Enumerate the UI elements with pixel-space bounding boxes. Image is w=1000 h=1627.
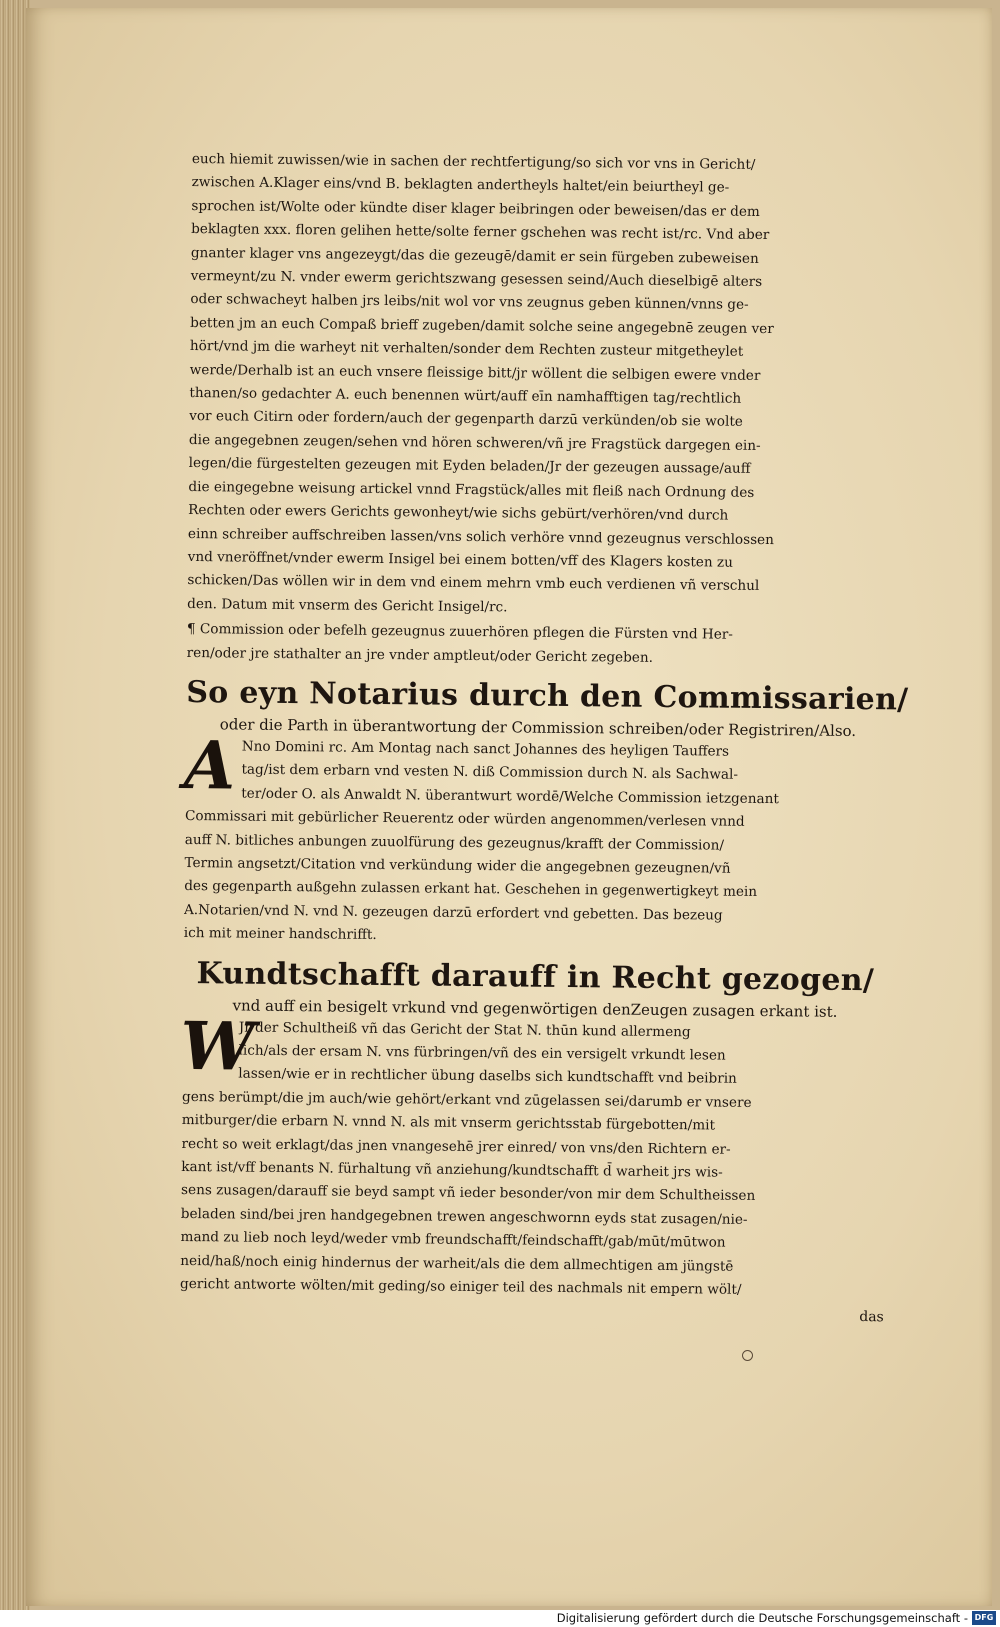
text-line: Zeugen zusagen erkant ist.: [630, 1000, 838, 1021]
text-line: euch hiemit zuwissen/wie in sachen der rechtfertigung/so sich vor vns in Gericht/: [191, 150, 756, 173]
text-line: ¶ Commission oder befelh gezeugnus zuuerhören pflegen die Fürsten vnd Her-: [186, 621, 733, 643]
text-line: ter/oder O. als Anwaldt N. überantwurt wordē/Welche Commission ietzgenant: [241, 785, 779, 807]
text-line: vor euch Citirn oder fordern/auch der gegenparth darzū verkünden/ob sie wolte: [189, 408, 743, 431]
text-line: einn schreiber auffschreiben lassen/vns solich verhöre vnnd gezeugnus verschlossen: [187, 525, 774, 548]
text-line: oder schwacheyt halben jrs leibs/nit wol vor vns zeugnus geben künnen/vnns ge-: [190, 291, 749, 314]
text-line: die eingegebne weisung artickel vnnd Fragstück/alles mit fleiß nach Ordnung des: [188, 478, 755, 501]
text-line: betten jm an euch Compaß brieff zugeben/damit solche seine angegebnē zeugen ver: [190, 314, 774, 337]
text-line: neid/haß/noch einig hindernus der warheit/als die dem allmechtigen am jüngstē: [180, 1252, 734, 1275]
paragraph-letter: [187, 148, 896, 623]
text-line: Jr der Schultheiß vñ das Gericht der Stat N. thūn kund allermeng: [238, 1019, 691, 1040]
text-line: vnd vneröffnet/vnder ewerm Insigel bei einem botten/vff des Klagers kosten zu: [187, 548, 733, 571]
text-line: zwischen A.Klager eins/vnd B. beklagten andertheyls haltet/ein beiurtheyl ge-: [191, 174, 730, 197]
text-line: gens berümpt/die jm auch/wie gehört/erkant vnd zūgelassen sei/darumb er vnsere: [181, 1088, 752, 1111]
text-line: sprochen ist/Wolte oder kündte diser klager beibringen oder beweisen/das er dem: [191, 197, 760, 220]
text-line: hört/vnd jm die warheyt nit verhalten/sonder dem Rechten zusteur mitgetheylet: [189, 338, 744, 361]
text-line: sens zusagen/darauff sie beyd sampt vñ ieder besonder/von mir dem Schultheissen: [181, 1182, 756, 1205]
text-line: ben/oder Registriren/Also.: [655, 719, 857, 740]
text-line: vnd auff ein besigelt vrkund vnd gegenwörtigen den: [232, 996, 631, 1019]
text-line: recht so weit erklagt/das jnen vnangesehē jrer einred/ von vns/den Richtern er-: [181, 1135, 731, 1158]
digitization-footer: [0, 1610, 1000, 1627]
heading-kundtschafft: Kundtschafft darauff in Recht gezogen/: [196, 955, 875, 998]
text-line: des gegenparth außgehn zulassen erkant hat. Geschehen in gegenwertigkeyt mein: [184, 878, 758, 901]
text-line: auff N. bitliches anbungen zuuolfürung des gezeugnus/krafft der Commission/: [184, 831, 725, 854]
text-line: legen/die fürgestelten gezeugen mit Eyden beladen/Jr der gezeugen aussage/auff: [188, 455, 751, 478]
text-line: die angegebnen zeugen/sehen vnd hören schweren/vñ jre Fragstück dargegen ein-: [188, 431, 761, 454]
text-line: lich/als der ersam N. vns fürbringen/vñ des ein versigelt vrkundt lesen: [238, 1042, 726, 1064]
dfg-logo: DFG: [972, 1611, 996, 1625]
text-line: Rechten oder ewers Gerichts gewonheyt/wie sichs gebürt/verhören/vnd durch: [188, 502, 729, 524]
text-line: Nno Domini rc. Am Montag nach sanct Johannes des heyligen Tauffers: [241, 738, 730, 760]
text-line: ich mit meiner handschrifft.: [183, 925, 377, 944]
text-line: werde/Derhalb ist an euch vnsere fleissige bitt/jr wöllent die selbigen ewere vnder: [189, 361, 761, 384]
heading-notarius: So eyn Notarius durch den Commissarien/: [186, 674, 909, 718]
initial-letter-a: A: [183, 725, 236, 805]
text-line: den. Datum mit vnserm des Gericht Insigel/rc.: [187, 595, 508, 616]
footer-credit: Digitalisierung gefördert durch die Deutsche Forschungsgemeinschaft -: [556, 1611, 968, 1625]
text-line: ren/oder jre stathalter an jre vnder amptleut/oder Gericht zegeben.: [186, 644, 654, 666]
text-line: gericht antworte wölten/mit geding/so einiger teil des nachmals nit empern wölt/: [180, 1276, 742, 1298]
text-line: gnanter klager vns angezeygt/das die gezeugē/damit er sein fürgeben zubeweisen: [190, 244, 759, 267]
text-line: vermeynt/zu N. vnder ewerm gerichtszwang gesessen seind/Auch dieselbigē alters: [190, 268, 763, 291]
text-line: thanen/so gedachter A. euch benennen würt/auff eīn namhafftigen tag/rechtlich: [189, 385, 742, 407]
text-line: mitburger/die erbarn N. vnnd N. als mit vnserm gerichtsstab fürgebotten/mit: [181, 1112, 716, 1134]
text-line: Commissari mit gebürlicher Reuerentz oder würden angenommen/verlesen vnnd: [184, 808, 745, 830]
ink-circle-mark: [742, 1350, 753, 1361]
text-line: Termin angsetzt/Citation vnd verkündung wider die angegebnen gezeugnen/vñ: [184, 854, 731, 877]
catchword: das: [859, 1309, 884, 1326]
text-line: schicken/Das wöllen wir in dem vnd einem mehrn vmb euch verdienen vñ verschul: [187, 572, 760, 595]
text-line: kant ist/vff benants N. fürhaltung vñ anziehung/kundtschafft d̄ warheit jrs wis-: [181, 1158, 723, 1181]
text-line: beladen sind/bei jren handgegebnen trewen angeschwornn eyds stat zusagen/nie-: [180, 1205, 748, 1228]
paragraph-commission-note: [187, 618, 891, 672]
initial-letter-w: W: [180, 1006, 256, 1086]
text-line: tag/ist dem erbarn vnd vesten N. diß Commission durch N. als Sachwal-: [241, 761, 739, 784]
text-block: [180, 148, 909, 1328]
text-line: lassen/wie er in rechtlicher übung daselbs sich kundtschafft vnd beibrin: [238, 1065, 737, 1088]
text-line: oder die Parth in überantwortung der Commission schrei: [219, 715, 656, 738]
text-line: A.Notarien/vnd N. vnd N. gezeugen darzū erfordert vnd gebetten. Das bezeug: [183, 901, 723, 924]
text-line: mand zu lieb noch leyd/weder vmb freundschafft/feindschafft/gab/mūt/mūtwon: [180, 1229, 726, 1251]
text-line: beklagten xxx. floren gelihen hette/solte ferner gschehen was recht ist/rc. Vnd aber: [191, 221, 770, 244]
